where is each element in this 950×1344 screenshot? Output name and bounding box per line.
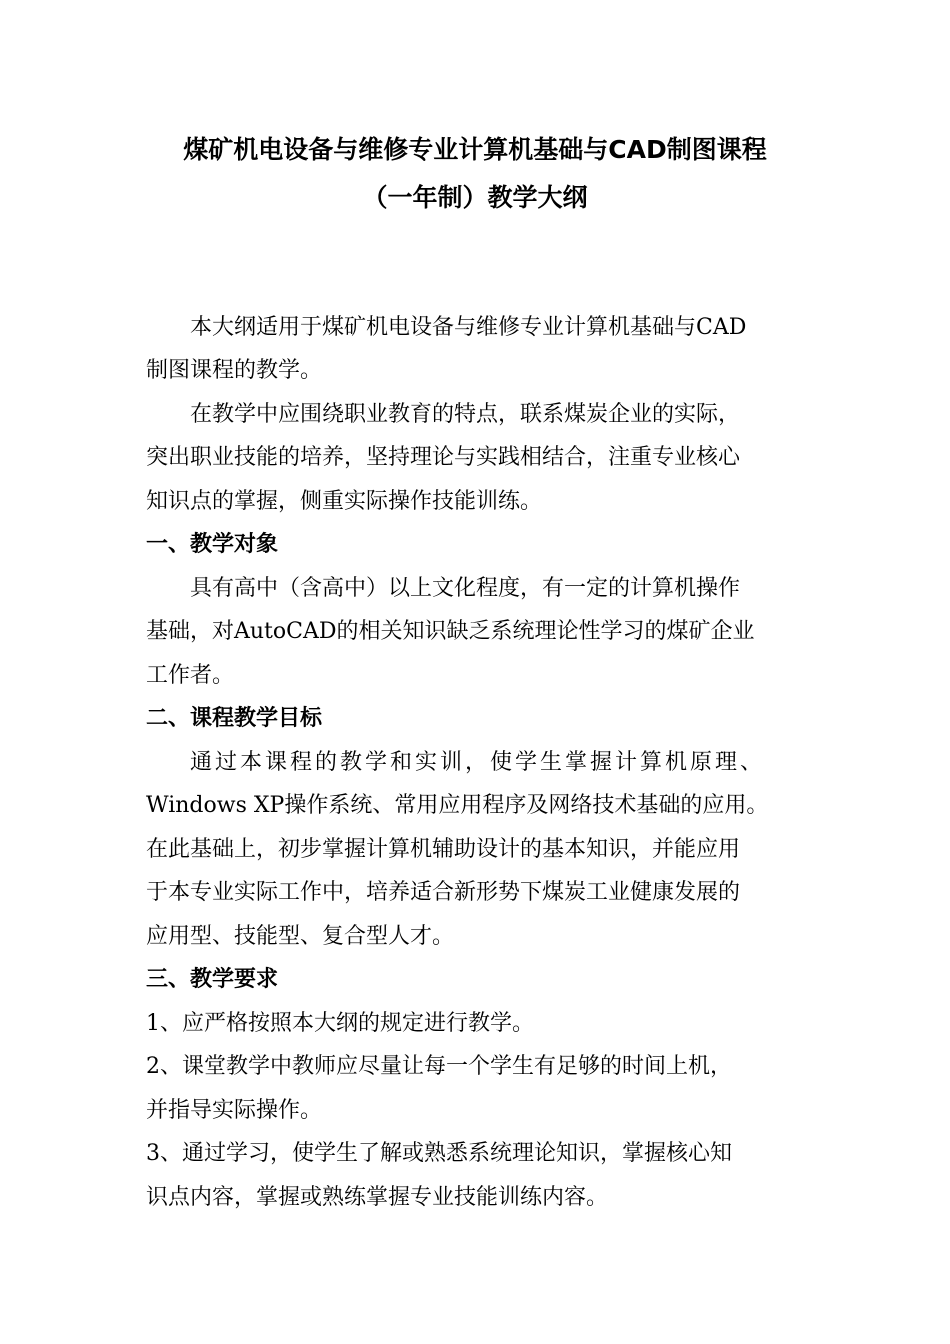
paragraph-line: 于本专业实际工作中，培养适合新形势下煤炭工业健康发展的 [146, 880, 741, 905]
paragraph-line: 本大纲适用于煤矿机电设备与维修专业计算机基础与CAD [190, 315, 747, 340]
document-title-line-2: （一年制）教学大纲 [362, 183, 588, 212]
paragraph-line: 在此基础上，初步掌握计算机辅助设计的基本知识，并能应用 [146, 837, 741, 862]
paragraph-line: 知识点的掌握，侧重实际操作技能训练。 [146, 489, 543, 514]
section-heading-course-goals: 二、课程教学目标 [146, 706, 323, 731]
paragraph-line: 制图课程的教学。 [146, 358, 323, 383]
list-item: 并指导实际操作。 [146, 1098, 323, 1123]
paragraph-line: 应用型、技能型、复合型人才。 [146, 924, 455, 949]
list-item: 1、应严格按照本大纲的规定进行教学。 [146, 1011, 534, 1036]
section-heading-teaching-target: 一、教学对象 [146, 532, 279, 557]
paragraph-line: 通过本课程的教学和实训，使学生掌握计算机原理、 [190, 750, 766, 775]
list-item: 3、通过学习，使学生了解或熟悉系统理论知识，掌握核心知 [146, 1141, 732, 1166]
paragraph-line: 在教学中应围绕职业教育的特点，联系煤炭企业的实际， [190, 402, 741, 427]
paragraph-line: 基础，对AutoCAD的相关知识缺乏系统理论性学习的煤矿企业 [146, 619, 755, 644]
document-title-line-1: 煤矿机电设备与维修专业计算机基础与CAD制图课程 [183, 135, 767, 164]
list-item: 识点内容，掌握或熟练掌握专业技能训练内容。 [146, 1185, 609, 1210]
paragraph-line: 工作者。 [146, 663, 235, 688]
paragraph-line: Windows XP操作系统、常用应用程序及网络技术基础的应用。 [146, 793, 769, 818]
paragraph-line: 突出职业技能的培养，坚持理论与实践相结合，注重专业核心 [146, 445, 741, 470]
paragraph-line: 具有高中（含高中）以上文化程度，有一定的计算机操作 [190, 576, 741, 601]
section-heading-teaching-requirements: 三、教学要求 [146, 967, 279, 992]
list-item: 2、课堂教学中教师应尽量让每一个学生有足够的时间上机， [146, 1054, 732, 1079]
